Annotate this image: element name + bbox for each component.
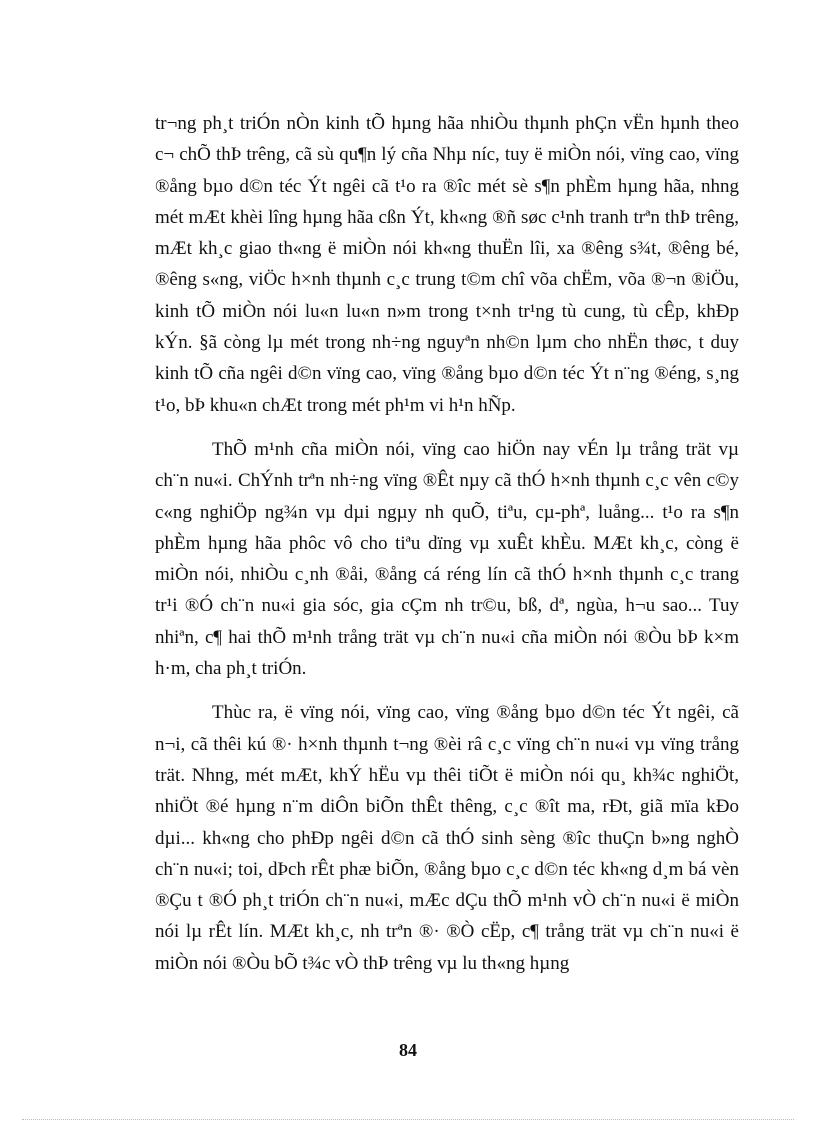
body-text: [155, 108, 739, 979]
paragraph-continued: tr¬ng ph¸t triÓn nÒn kinh tÕ hµng hãa nhiÒu thµnh phÇn vËn hµnh theo c¬ chÕ thÞ trêng, cã sù qu¶n lý cña Nhµ níc, tuy ë miÒn nói, vïng cao, vïng ®ång bµo d©n téc Ýt ngêi cã t¹o ra ®îc mét sè s¶n phÈm hµng hãa, nhng mét mÆt khèi lîng hµng hãa cßn Ýt, kh«ng ®ñ søc c¹nh tranh trªn thÞ trêng, mÆt kh¸c giao th«ng ë miÒn nói kh«ng thuËn lîi, xa ®êng s¾t, ®êng bé, ®êng s«ng, viÖc h×nh thµnh c¸c trung t©m chî võa chËm, võa ®¬n ®iÖu, kinh tÕ miÒn nói lu«n lu«n n»m trong t×nh tr¹ng tù cung, tù cÊp, khÐp kÝn. §ã còng lµ mét trong nh÷ng nguyªn nh©n lµm cho nhËn thøc, t duy kinh tÕ cña ngêi d©n vïng cao, vïng ®ång bµo d©n téc Ýt n¨ng ®éng, s¸ng t¹o, bÞ khu«n chÆt trong mét ph¹m vi h¹n hÑp.: [155, 113, 739, 416]
page-bottom-divider: [22, 1119, 794, 1120]
page-number: 84: [399, 1040, 417, 1060]
paragraph-2: ThÕ m¹nh cña miÒn nói, vïng cao hiÖn nay vÉn lµ trång trät vµ ch¨n nu«i. ChÝnh trªn nh÷ng vïng ®Êt nµy cã thÓ h×nh thµnh c¸c vên c©y c«ng nghiÖp ng¾n vµ dµi ngµy nh quÕ, tiªu, cµ-phª, luång... t¹o ra s¶n phÈm hµng hãa phôc vô cho tiªu dïng vµ xuÊt khÈu. MÆt kh¸c, còng ë miÒn nói, nhiÒu c¸nh ®åi, ®ång cá réng lín cã thÓ h×nh thµnh c¸c trang tr¹i ®Ó ch¨n nu«i gia sóc, gia cÇm nh tr©u, bß, dª, ngùa, h¬u sao... Tuy nhiªn, c¶ hai thÕ m¹nh trång trät vµ ch¨n nu«i cña miÒn nói ®Òu bÞ k×m h·m, cha ph¸t triÓn.: [155, 438, 739, 680]
paragraph-3: Thùc ra, ë vïng nói, vïng cao, vïng ®ång bµo d©n téc Ýt ngêi, cã n¬i, cã thêi kú ®· h×nh thµnh t¬ng ®èi râ c¸c vïng ch¨n nu«i vµ vïng trång trät. Nhng, mét mÆt, khÝ hËu vµ thêi tiÕt ë miÒn nói qu¸ kh¾c nghiÖt, nhiÖt ®é hµng n¨m diÔn biÕn thÊt thêng, c¸c ®ît ma, rÐt, giã mïa kÐo dµi... kh«ng cho phÐp ngêi d©n cã thÓ sinh sèng ®îc thuÇn b»ng nghÒ ch¨n nu«i; toi, dÞch rÊt phæ biÕn, ®ång bµo c¸c d©n téc kh«ng d¸m bá vèn ®Çu t ®Ó ph¸t triÓn ch¨n nu«i, mÆc dÇu thÕ m¹nh vÒ ch¨n nu«i ë miÒn nói lµ rÊt lín. MÆt kh¸c, nh trªn ®· ®Ò cËp, c¶ trång trät vµ ch¨n nu«i ë miÒn nói ®Òu bÕ t¾c vÒ thÞ trêng vµ lu th«ng hµng: [155, 702, 739, 974]
